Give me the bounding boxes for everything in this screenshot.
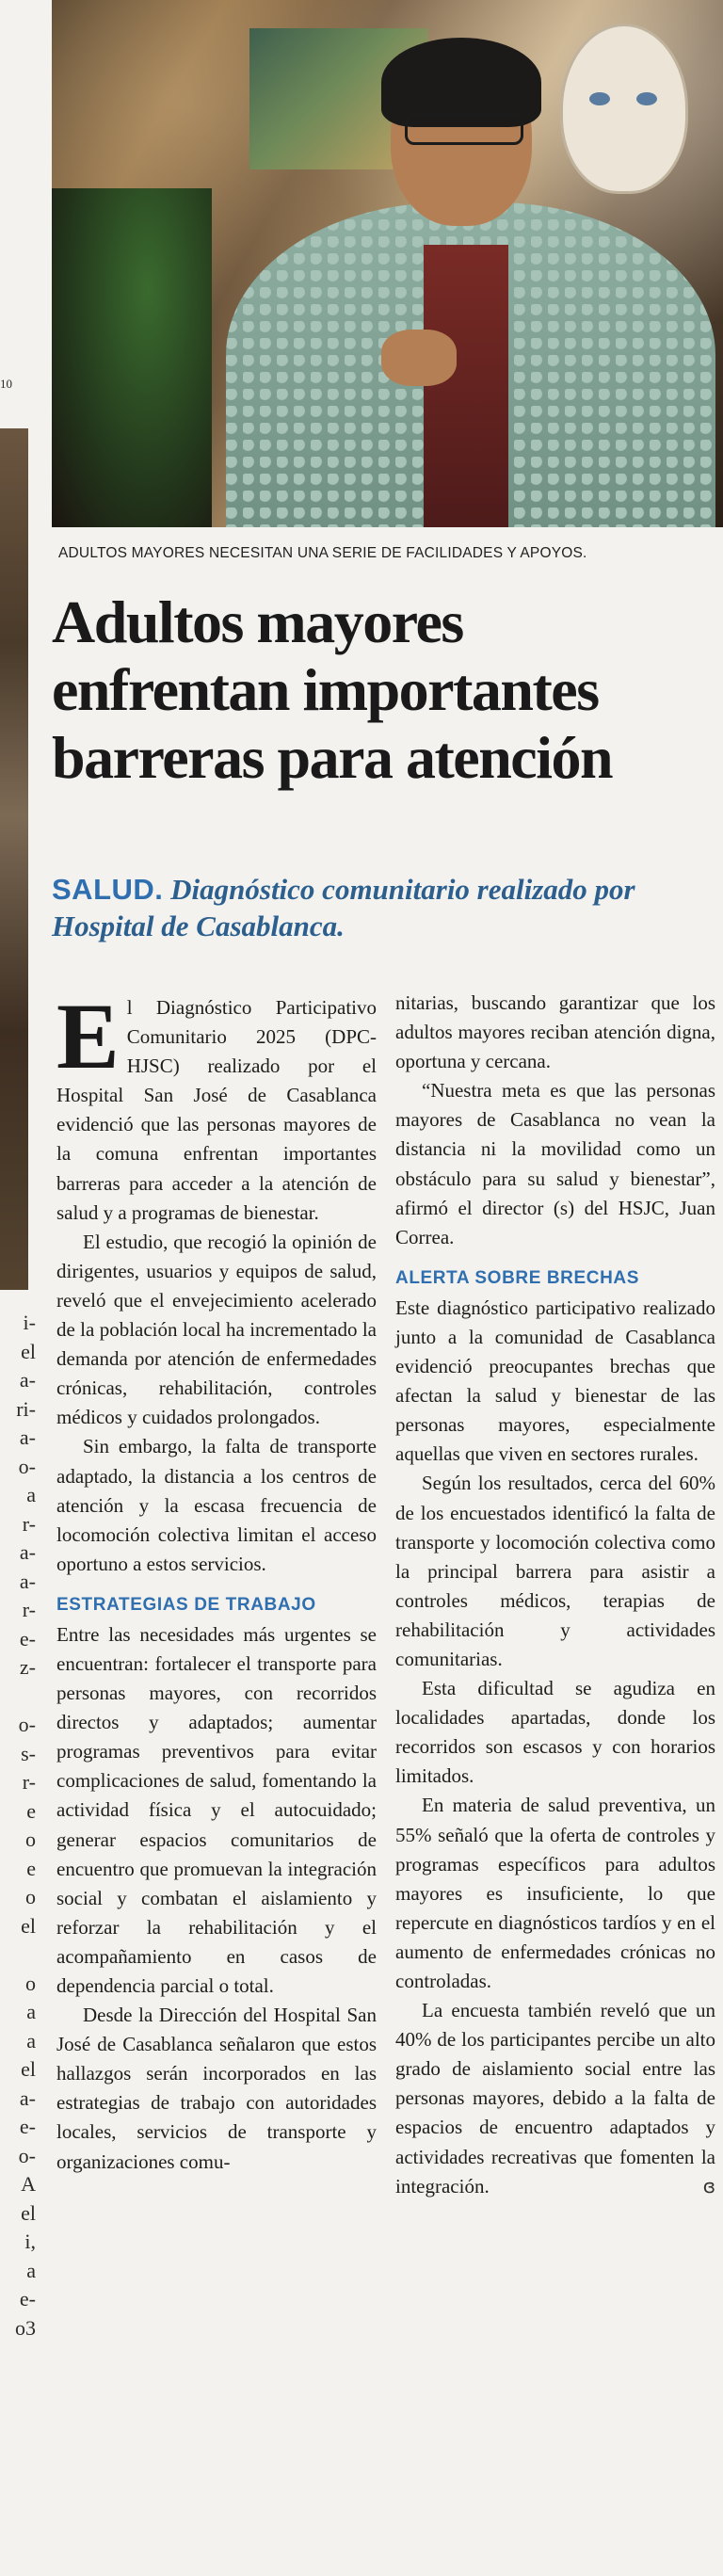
paragraph: Según los resultados, cerca del 60% de los encuestados identificó la falta de transporte y locomoción colectiva como la principal barrera para asistir a controles médicos, terapias de rehabilitación y actividades comunitarias. <box>395 1472 715 1670</box>
fragment-line: a- <box>19 2085 36 2110</box>
photo-caption: ADULTOS MAYORES NECESITAN UNA SERIE DE FACILIDADES Y APOYOS. <box>58 545 587 561</box>
fragment-line: el <box>21 1339 36 1363</box>
fragment-line: el <box>21 1913 36 1938</box>
article-column-2 <box>395 989 715 2201</box>
fragment-line: o- <box>18 1454 36 1478</box>
fragment-line: o- <box>18 1713 36 1736</box>
section-subhead: ESTRATEGIAS DE TRABAJO <box>56 1594 316 1615</box>
fragment-line: ri- <box>16 1396 36 1421</box>
fragment-line: a <box>26 1483 36 1506</box>
fragment-line: i- <box>23 1311 36 1334</box>
paragraph: Esta dificultad se agudiza en localidades apartadas, donde los recorridos son escasos y con horarios limitados. <box>395 1677 715 1788</box>
quote-paragraph: “Nuestra meta es que las personas mayores de Casablanca no vean la distancia ni la movilidad como un obstáculo para su salud y bienestar”, afirmó el director (s) del HSJC, Juan Correa. <box>395 1079 715 1248</box>
paragraph: Sin embargo, la falta de transporte adaptado, la distancia a los centros de atención y la escasa frecuencia de locomoción colectiva limitan el acceso oportuno a estos servicios. <box>56 1435 377 1575</box>
fragment-line: o3 <box>15 2315 36 2340</box>
fragment-line: e- <box>19 2115 36 2138</box>
article-photo <box>52 0 723 527</box>
fragment-line: e <box>26 1856 36 1880</box>
fragment-line: el <box>21 2200 36 2225</box>
fragment-line: a <box>26 2000 36 2023</box>
subheadline <box>52 871 723 944</box>
fragment-line: a- <box>19 1569 36 1593</box>
article-column-1 <box>56 984 377 2177</box>
headline-line-1: Adultos mayores <box>52 588 463 655</box>
headline-line-2: enfrentan importantes <box>52 656 599 723</box>
fragment-line: r- <box>22 1770 36 1794</box>
paragraph: Entre las necesidades más urgentes se encuentran: fortalecer el transporte para personas mayores, con recorridos directos y adaptados; aumentar programas preventivos para evitar complicaciones de salud, fomentando la actividad física y el autocuidado; generar espacios comunitarios de encuentro que promuevan la integración social y combatan el aislamiento y reforzar la rehabilitación y el acompañamiento en casos de dependencia parcial o total. <box>56 1622 377 1997</box>
fragment-line: r- <box>22 1598 36 1621</box>
fragment-line: z- <box>19 1655 36 1679</box>
end-mark-icon: ɞ <box>702 2174 715 2198</box>
fragment-line: o- <box>18 2143 36 2167</box>
paragraph <box>395 1996 715 2201</box>
paragraph-text: La encuesta también reveló que un 40% de los participantes percibe un alto grado de aislamiento social entre las personas mayores, debido a la falta de espacios de encuentro adaptados y actividades recreativas que fomenten la integración. <box>395 1999 715 2198</box>
paragraph: El Diagnóstico Participativo Comunitario 2025 (DPC-HJSC) realizado por el Hospital San José de Casablanca evidenció que las personas mayores de la comuna enfrentan importantes barreras para acceder a la atención de salud y a programas de bienestar. <box>56 984 377 1224</box>
subheadline-text: Diagnóstico comunitario realizado por Hospital de Casablanca. <box>52 873 635 942</box>
paragraph: Desde la Dirección del Hospital San José de Casablanca señalaron que estos hallazgos serán incorporados en las estrategias de trabajo con autoridades locales, servicios de transporte y organizaciones comu- <box>56 2004 377 2173</box>
section-subhead: ALERTA SOBRE BRECHAS <box>395 1267 640 1288</box>
fragment-line <box>0 1940 36 1970</box>
fragment-line: i, <box>24 2230 36 2253</box>
fragment-line: o <box>25 1971 36 1995</box>
fragment-line: s- <box>21 1741 36 1765</box>
fragment-line: o <box>25 1827 36 1851</box>
fragment-line: a <box>26 2028 36 2053</box>
fragment-line: A <box>21 2172 36 2196</box>
adjacent-article-photo <box>0 428 28 1290</box>
headline <box>52 588 723 792</box>
adjacent-photo-credit: 10 <box>0 377 12 391</box>
fragment-line: r- <box>22 1511 36 1536</box>
section-tag: SALUD. <box>52 873 164 906</box>
headline-line-3: barreras para atención <box>52 724 613 791</box>
fragment-line <box>0 1682 36 1712</box>
fragment-line: a <box>26 2258 36 2282</box>
paragraph: nitarias, buscando garantizar que los adultos mayores reciban atención digna, oportuna y cercana. <box>395 991 715 1073</box>
adjacent-article-fragment <box>0 0 43 2576</box>
glasses <box>405 113 523 145</box>
fragment-line: o <box>25 1885 36 1908</box>
fragment-line: e- <box>19 2287 36 2310</box>
paragraph: Este diagnóstico participativo realizado junto a la comunidad de Casablanca evidenció preocupantes brechas que afectan la salud y bienestar de las personas mayores, especialmente aquellas que viven en sectores rurales. <box>395 1296 715 1466</box>
fragment-line: e <box>26 1798 36 1823</box>
fragment-line: el <box>21 2057 36 2081</box>
paragraph: El estudio, que recogió la opinión de dirigentes, usuarios y equipos de salud, reveló que el envejecimiento acelerado de la población local ha incrementado la demanda por atención de enfermedades crónicas, rehabilitación, controles médicos y cuidados prolongados. <box>56 1230 377 1429</box>
fragment-line: a- <box>19 1368 36 1392</box>
decorative-mask <box>560 24 688 194</box>
plant <box>52 188 212 527</box>
fragment-line: a- <box>19 1425 36 1449</box>
fragment-line: e- <box>19 1626 36 1650</box>
paragraph: En materia de salud preventiva, un 55% señaló que la oferta de controles y programas específicos para adultos mayores es insuficiente, lo que repercute en diagnósticos tardíos y en el aumento de enfermedades crónicas no controladas. <box>395 1794 715 1992</box>
adjacent-article-text <box>0 1309 36 2343</box>
fragment-line: a- <box>19 1540 36 1564</box>
